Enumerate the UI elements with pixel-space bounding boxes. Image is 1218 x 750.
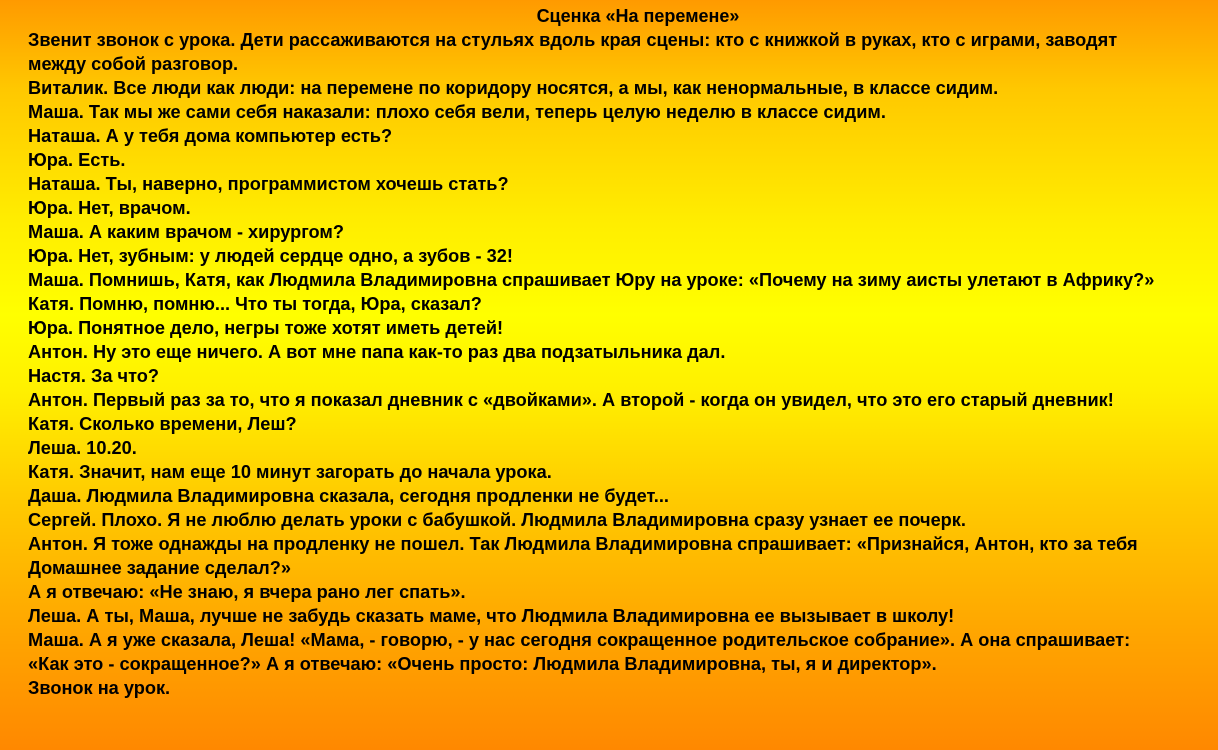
dialogue-line: Антон. Ну это еще ничего. А вот мне папа как-то раз два подзатыльника дал. bbox=[28, 342, 726, 362]
dialogue-line: Юра. Нет, врачом. bbox=[28, 198, 191, 218]
dialogue-line: Леша. А ты, Маша, лучше не забудь сказать маме, что Людмила Владимировна ее вызывает в школу! bbox=[28, 606, 955, 626]
dialogue-line: Маша. Так мы же сами себя наказали: плохо себя вели, теперь целую неделю в классе сидим. bbox=[28, 102, 886, 122]
dialogue-line: Катя. Помню, помню... Что ты тогда, Юра, сказал? bbox=[28, 294, 482, 314]
stage-direction-opening: Звенит звонок с урока. Дети рассаживаются на стульях вдоль края сцены: кто с книжкой в руках, кто с играми, заводят между собой разговор. bbox=[28, 30, 1118, 74]
dialogue-line: Сергей. Плохо. Я не люблю делать уроки с бабушкой. Людмила Владимировна сразу узнает ее почерк. bbox=[28, 510, 966, 530]
dialogue-line: Юра. Есть. bbox=[28, 150, 126, 170]
page-title: Сценка «На перемене» bbox=[536, 6, 740, 26]
dialogue-line: Маша. А я уже сказала, Леша! «Мама, - говорю, - у нас сегодня сокращенное родительское собрание». А она спрашивает: «Как это - сокращенное?» А я отвечаю: «Очень просто: Людмила Владимировна, ты, я и директор». bbox=[28, 630, 1131, 674]
dialogue-line: Маша. А каким врачом - хирургом? bbox=[28, 222, 344, 242]
dialogue-line: Катя. Сколько времени, Леш? bbox=[28, 414, 297, 434]
dialogue-line: Настя. За что? bbox=[28, 366, 159, 386]
dialogue-line: Катя. Значит, нам еще 10 минут загорать до начала урока. bbox=[28, 462, 552, 482]
dialogue-line: А я отвечаю: «Не знаю, я вчера рано лег спать». bbox=[28, 582, 466, 602]
dialogue-line: Юра. Понятное дело, негры тоже хотят иметь детей! bbox=[28, 318, 504, 338]
dialogue-line: Виталик. Все люди как люди: на перемене по коридору носятся, а мы, как ненормальные, в классе сидим. bbox=[28, 78, 999, 98]
dialogue-line: Леша. 10.20. bbox=[28, 438, 137, 458]
dialogue-line: Антон. Я тоже однажды на продленку не пошел. Так Людмила Владимировна спрашивает: «Признайся, Антон, кто за тебя Домашнее задание сделал?» bbox=[28, 534, 1138, 578]
stage-direction-closing: Звонок на урок. bbox=[28, 678, 171, 698]
dialogue-line: Даша. Людмила Владимировна сказала, сегодня продленки не будет... bbox=[28, 486, 669, 506]
dialogue-line: Маша. Помнишь, Катя, как Людмила Владимировна спрашивает Юру на уроке: «Почему на зиму аисты улетают в Африку?» bbox=[28, 270, 1155, 290]
dialogue-line: Антон. Первый раз за то, что я показал дневник с «двойками». А второй - когда он увидел, что это его старый дневник! bbox=[28, 390, 1114, 410]
dialogue-line: Наташа. А у тебя дома компьютер есть? bbox=[28, 126, 393, 146]
dialogue-line: Юра. Нет, зубным: у людей сердце одно, а зубов - 32! bbox=[28, 246, 513, 266]
dialogue-line: Наташа. Ты, наверно, программистом хочешь стать? bbox=[28, 174, 509, 194]
